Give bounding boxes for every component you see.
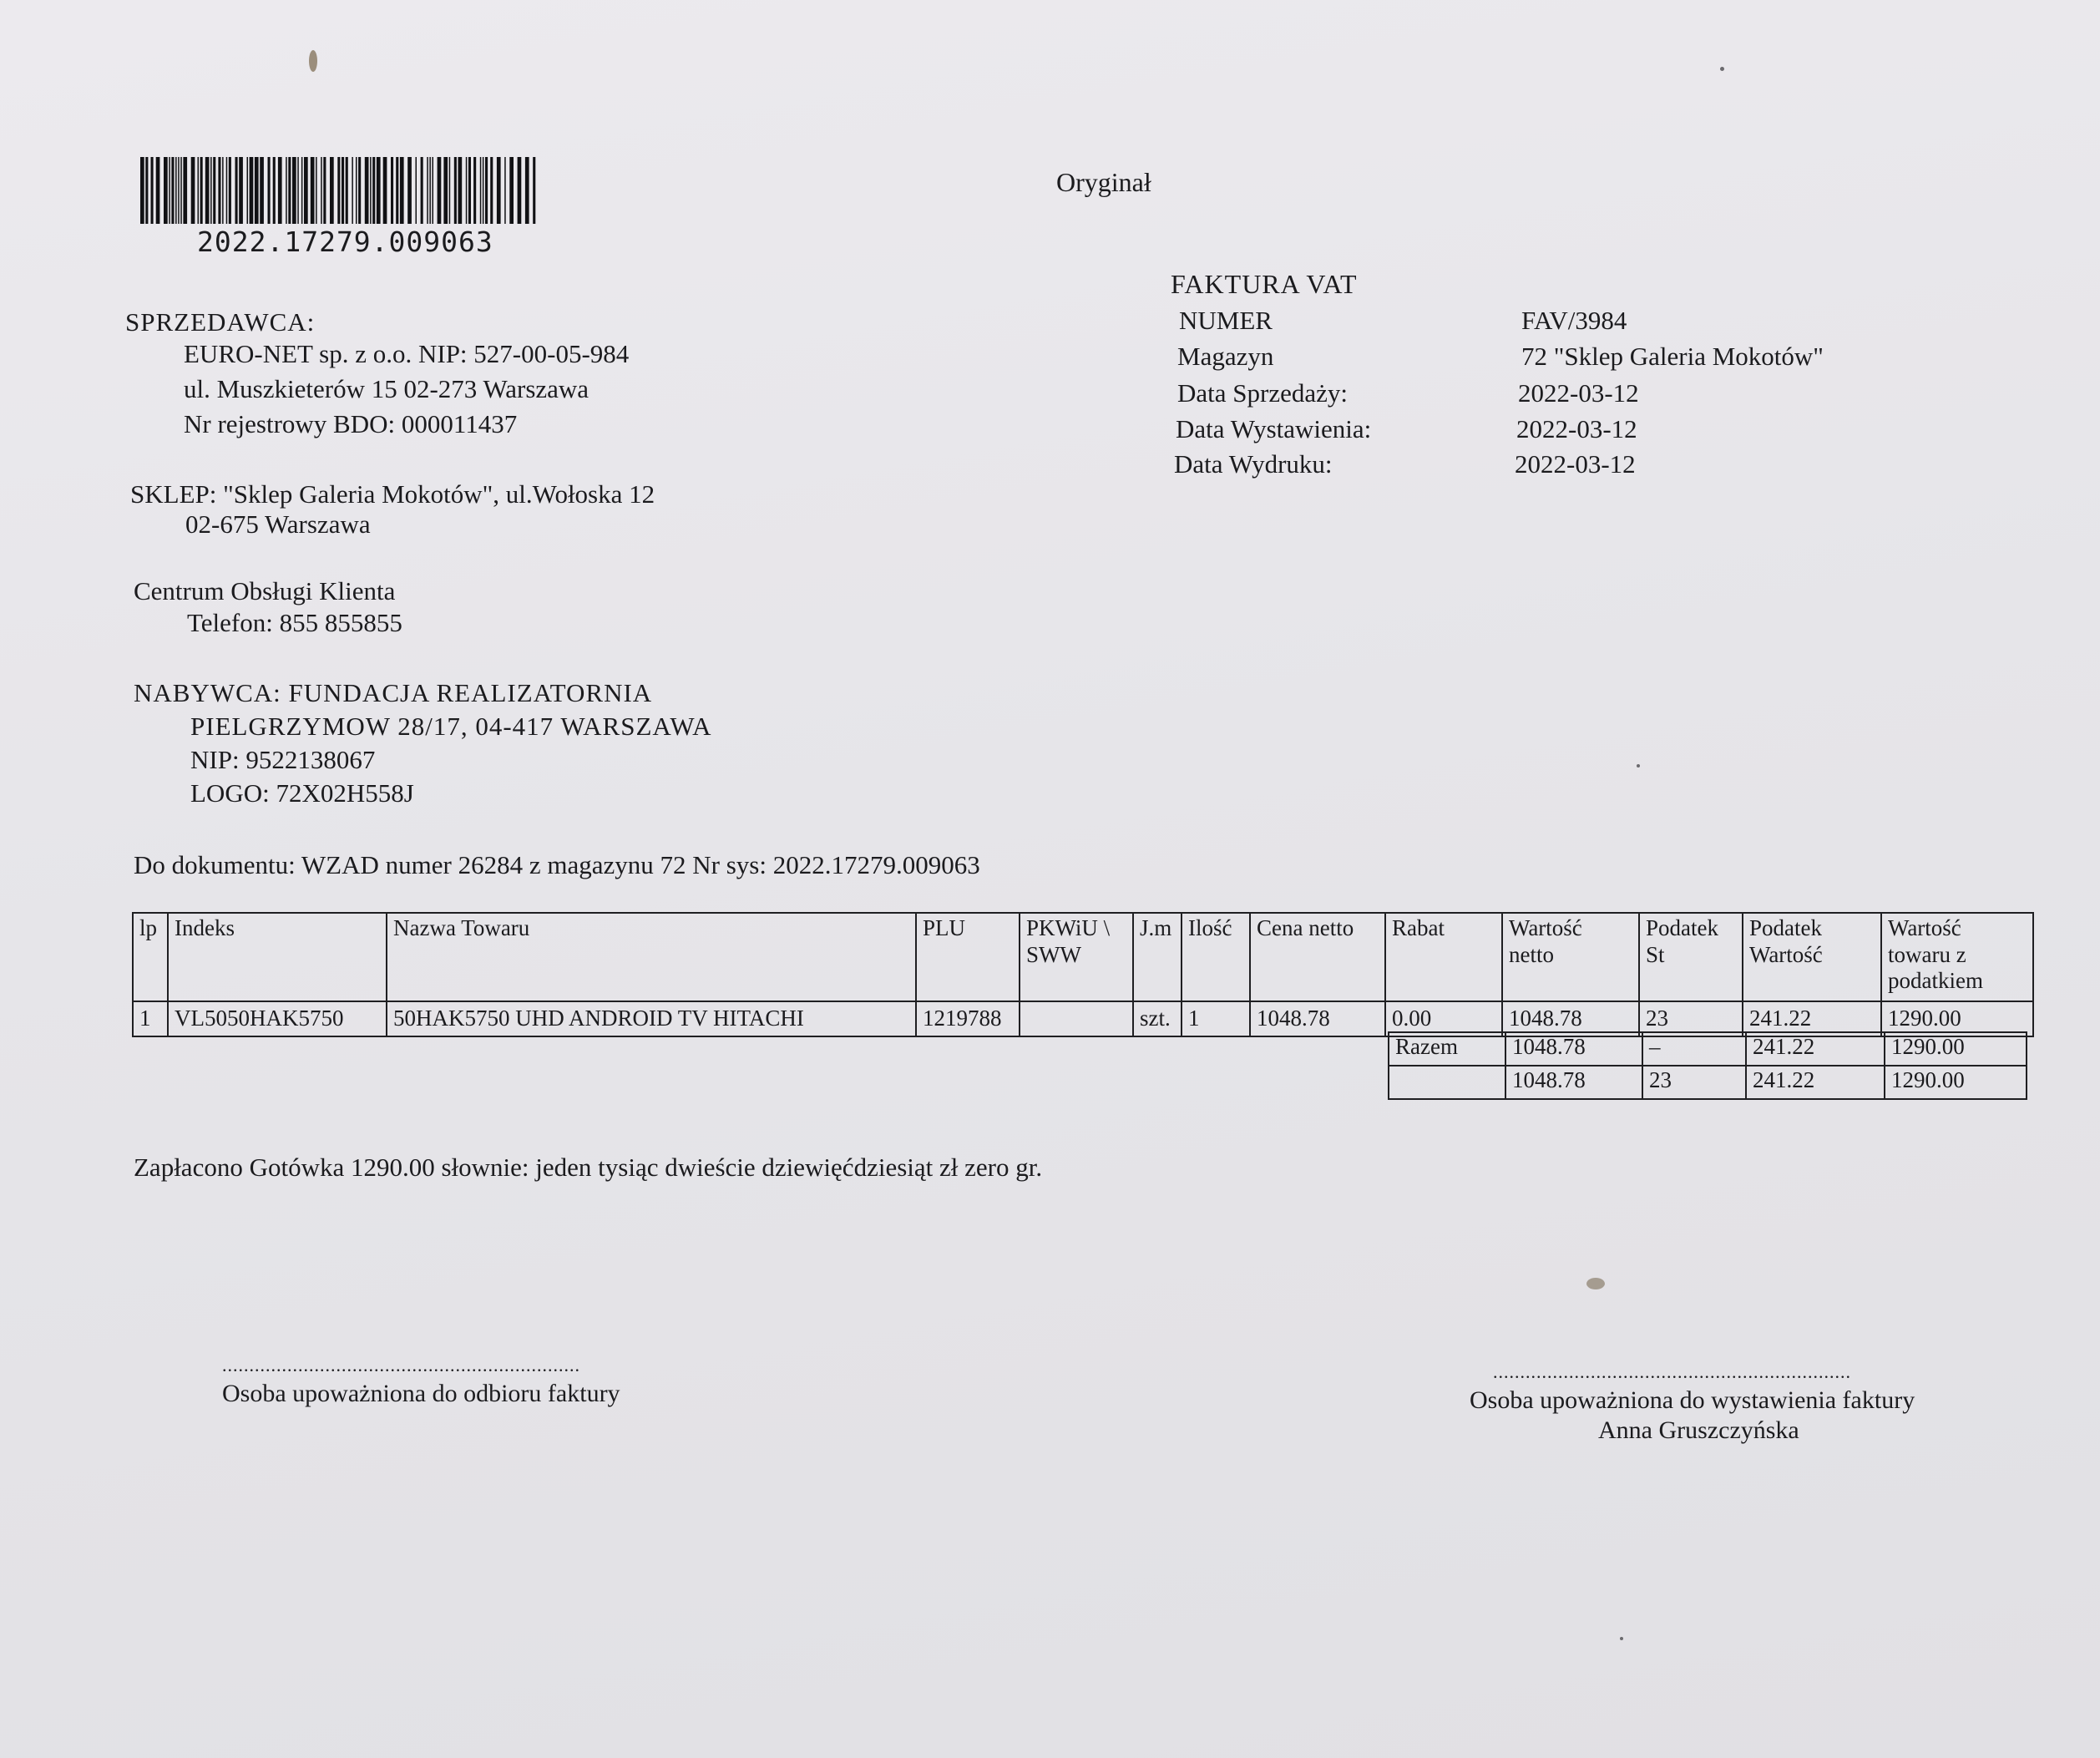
paper-speck [1620,1637,1623,1640]
barcode-bar [391,157,393,224]
barcode-bar [358,157,361,224]
reference-line: Do dokumentu: WZAD numer 26284 z magazynu 72 Nr sys: 2022.17279.009063 [134,850,980,879]
barcode-bar [297,157,299,224]
buyer-line: PIELGRZYMOW 28/17, 04-417 WARSZAWA [190,712,712,741]
barcode-bar [205,157,210,224]
barcode-bar [525,157,529,224]
barcode-bar [273,157,276,224]
barcode-bar [169,157,170,224]
barcode-bar [218,157,220,224]
barcode-bar [490,157,493,224]
col-header-unit: J.m [1133,913,1182,1001]
totals-row [1389,1032,2027,1066]
barcode-bar [210,157,212,224]
barcode-bar [433,157,434,224]
barcode-bar [443,157,448,224]
barcode-bar [407,157,412,224]
barcode-bar [370,157,372,224]
cell-lp: 1 [133,1001,168,1036]
col-header-name: Nazwa Towaru [387,913,916,1001]
meta-label-sale-date: Data Sprzedaży: [1177,378,1348,408]
barcode-bar [337,157,340,224]
barcode-bar [497,157,501,224]
barcode-image [140,157,539,224]
signature-line: .................................................................. [1493,1361,1851,1382]
barcode-bar [164,157,168,224]
barcode-bar [416,157,417,224]
barcode-bar [438,157,442,224]
payment-line: Zapłacono Gotówka 1290.00 słownie: jeden tysiąc dwieście dziewięćdziesiąt zł zero gr. [134,1153,1043,1182]
seller-line: EURO-NET sp. z o.o. NIP: 527-00-05-984 [184,339,630,368]
barcode-bar [140,157,144,224]
barcode-bar [352,157,353,224]
totals-label: Razem [1389,1032,1505,1066]
seller-heading: SPRZEDAWCA: [125,307,316,337]
barcode-bar [180,157,182,224]
barcode-bar [429,157,431,224]
col-header-pkwiu: PKWiU \ SWW [1020,913,1133,1001]
barcode-bar [458,157,463,224]
barcode-bar [304,157,308,224]
totals-table [1388,1031,2027,1100]
cell-net-price: 1048.78 [1250,1001,1385,1036]
seller-line: ul. Muszkieterów 15 02-273 Warszawa [184,374,590,403]
barcode-number: 2022.17279.009063 [197,225,493,258]
barcode-bar [301,157,303,224]
signature-label-receiver: Osoba upoważniona do odbioru faktury [222,1380,620,1407]
barcode-bar [235,157,238,224]
barcode-bar [480,157,482,224]
service-line: Telefon: 855 855855 [187,608,402,637]
barcode-bar [504,157,506,224]
barcode-bar [518,157,522,224]
barcode-bar [178,157,180,224]
barcode-bar [278,157,282,224]
barcode-bar [247,157,249,224]
barcode-bar [222,157,224,224]
barcode-bar [198,157,200,224]
totals-gross-value: 1290.00 [1885,1066,2027,1099]
totals-tax-rate: 23 [1642,1066,1746,1099]
barcode-bar [213,157,215,224]
signature-label-issuer: Osoba upoważniona do wystawienia faktury [1470,1386,1915,1414]
seller-line: Nr rejestrowy BDO: 000011437 [184,409,518,438]
col-header-tax-value: Podatek Wartość [1743,913,1881,1001]
barcode-bar [191,157,195,224]
col-header-net-price: Cena netto [1250,913,1385,1001]
cell-unit: szt. [1133,1001,1182,1036]
buyer-line: LOGO: 72X02H558J [190,778,414,808]
cell-discount: 0.00 [1385,1001,1502,1036]
cell-net-value: 1048.78 [1502,1001,1639,1036]
meta-label-warehouse: Magazyn [1177,342,1274,371]
barcode-bar [200,157,203,224]
col-header-tax-rate: Podatek St [1639,913,1743,1001]
meta-value-warehouse: 72 "Sklep Galeria Mokotów" [1521,342,1824,371]
barcode-bar [449,157,451,224]
meta-label-issue-date: Data Wystawienia: [1176,414,1372,443]
meta-label-number: NUMER [1179,306,1273,335]
barcode-bar [483,157,484,224]
barcode-bar [260,157,264,224]
barcode-bar [396,157,398,224]
table-header-row [133,913,2033,1001]
shop-line: 02-675 Warszawa [185,509,371,539]
col-header-discount: Rabat [1385,913,1502,1001]
totals-tax-rate: – [1642,1032,1746,1066]
copy-label: Oryginał [1056,167,1151,197]
barcode-bar [372,157,375,224]
paper-speck [1586,1278,1605,1289]
barcode-bar [288,157,291,224]
document-type: FAKTURA VAT [1171,269,1358,299]
barcode-bar [156,157,160,224]
totals-tax-value: 241.22 [1746,1032,1885,1066]
issuer-name: Anna Gruszczyńska [1598,1416,1799,1444]
meta-label-print-date: Data Wydruku: [1174,449,1333,479]
meta-value-sale-date: 2022-03-12 [1518,378,1639,408]
barcode-bar [346,157,348,224]
barcode-bar [286,157,287,224]
meta-value-issue-date: 2022-03-12 [1516,414,1637,443]
barcode-bar [311,157,315,224]
cell-plu: 1219788 [916,1001,1020,1036]
barcode-bar [356,157,357,224]
barcode-bar [175,157,177,224]
barcode-bar [377,157,381,224]
items-table [132,912,2034,1037]
col-header-lp: lp [133,913,168,1001]
barcode-bar [183,157,187,224]
barcode-bar [292,157,296,224]
barcode-bar [427,157,428,224]
barcode-bar [255,157,259,224]
col-header-quantity: Ilość [1182,913,1250,1001]
barcode-bar [229,157,231,224]
paper-speck [1637,764,1640,768]
barcode-bar [365,157,369,224]
barcode-bar [321,157,322,224]
col-header-net-value: Wartość netto [1502,913,1639,1001]
signature-line: .................................................................. [222,1355,580,1375]
buyer-line: NIP: 9522138067 [190,745,376,774]
cell-quantity: 1 [1182,1001,1250,1036]
barcode-bar [145,157,148,224]
barcode-bar [316,157,317,224]
barcode-bar [151,157,154,224]
barcode-bar [454,157,457,224]
service-line: Centrum Obsługi Klienta [134,576,396,605]
barcode-bar [323,157,326,224]
meta-value-print-date: 2022-03-12 [1515,449,1636,479]
col-header-plu: PLU [916,913,1020,1001]
cell-index: VL5050HAK5750 [168,1001,387,1036]
col-header-gross-value: Wartość towaru z podatkiem [1881,913,2033,1001]
barcode-bar [509,157,514,224]
barcode-bar [466,157,468,224]
cell-gross-value: 1290.00 [1881,1001,2033,1036]
paper-speck [309,50,317,72]
barcode-bar [171,157,174,224]
barcode-bar [473,157,476,224]
barcode-bar [468,157,471,224]
cell-name: 50HAK5750 UHD ANDROID TV HITACHI [387,1001,916,1036]
totals-row [1389,1066,2027,1099]
meta-value-number: FAV/3984 [1521,306,1627,335]
paper-speck [1720,67,1724,71]
barcode-bar [239,157,243,224]
barcode-bar [533,157,535,224]
shop-line: SKLEP: "Sklep Galeria Mokotów", ul.Wołoska 12 [130,479,655,509]
totals-gross-value: 1290.00 [1885,1032,2027,1066]
cell-tax-value: 241.22 [1743,1001,1881,1036]
barcode-bar [250,157,254,224]
cell-tax-rate: 23 [1639,1001,1743,1036]
barcode-bar [268,157,271,224]
totals-tax-value: 241.22 [1746,1066,1885,1099]
buyer-line: NABYWCA: FUNDACJA REALIZATORNIA [134,678,653,707]
col-header-index: Indeks [168,913,387,1001]
barcode-bar [226,157,228,224]
totals-net-value: 1048.78 [1505,1032,1642,1066]
barcode-bar [421,157,423,224]
barcode-bar [330,157,334,224]
totals-label [1389,1066,1505,1099]
totals-net-value: 1048.78 [1505,1066,1642,1099]
cell-pkwiu [1020,1001,1133,1036]
barcode-bar [342,157,344,224]
barcode-bar [400,157,404,224]
barcode-bar [485,157,488,224]
barcode-bar [383,157,387,224]
